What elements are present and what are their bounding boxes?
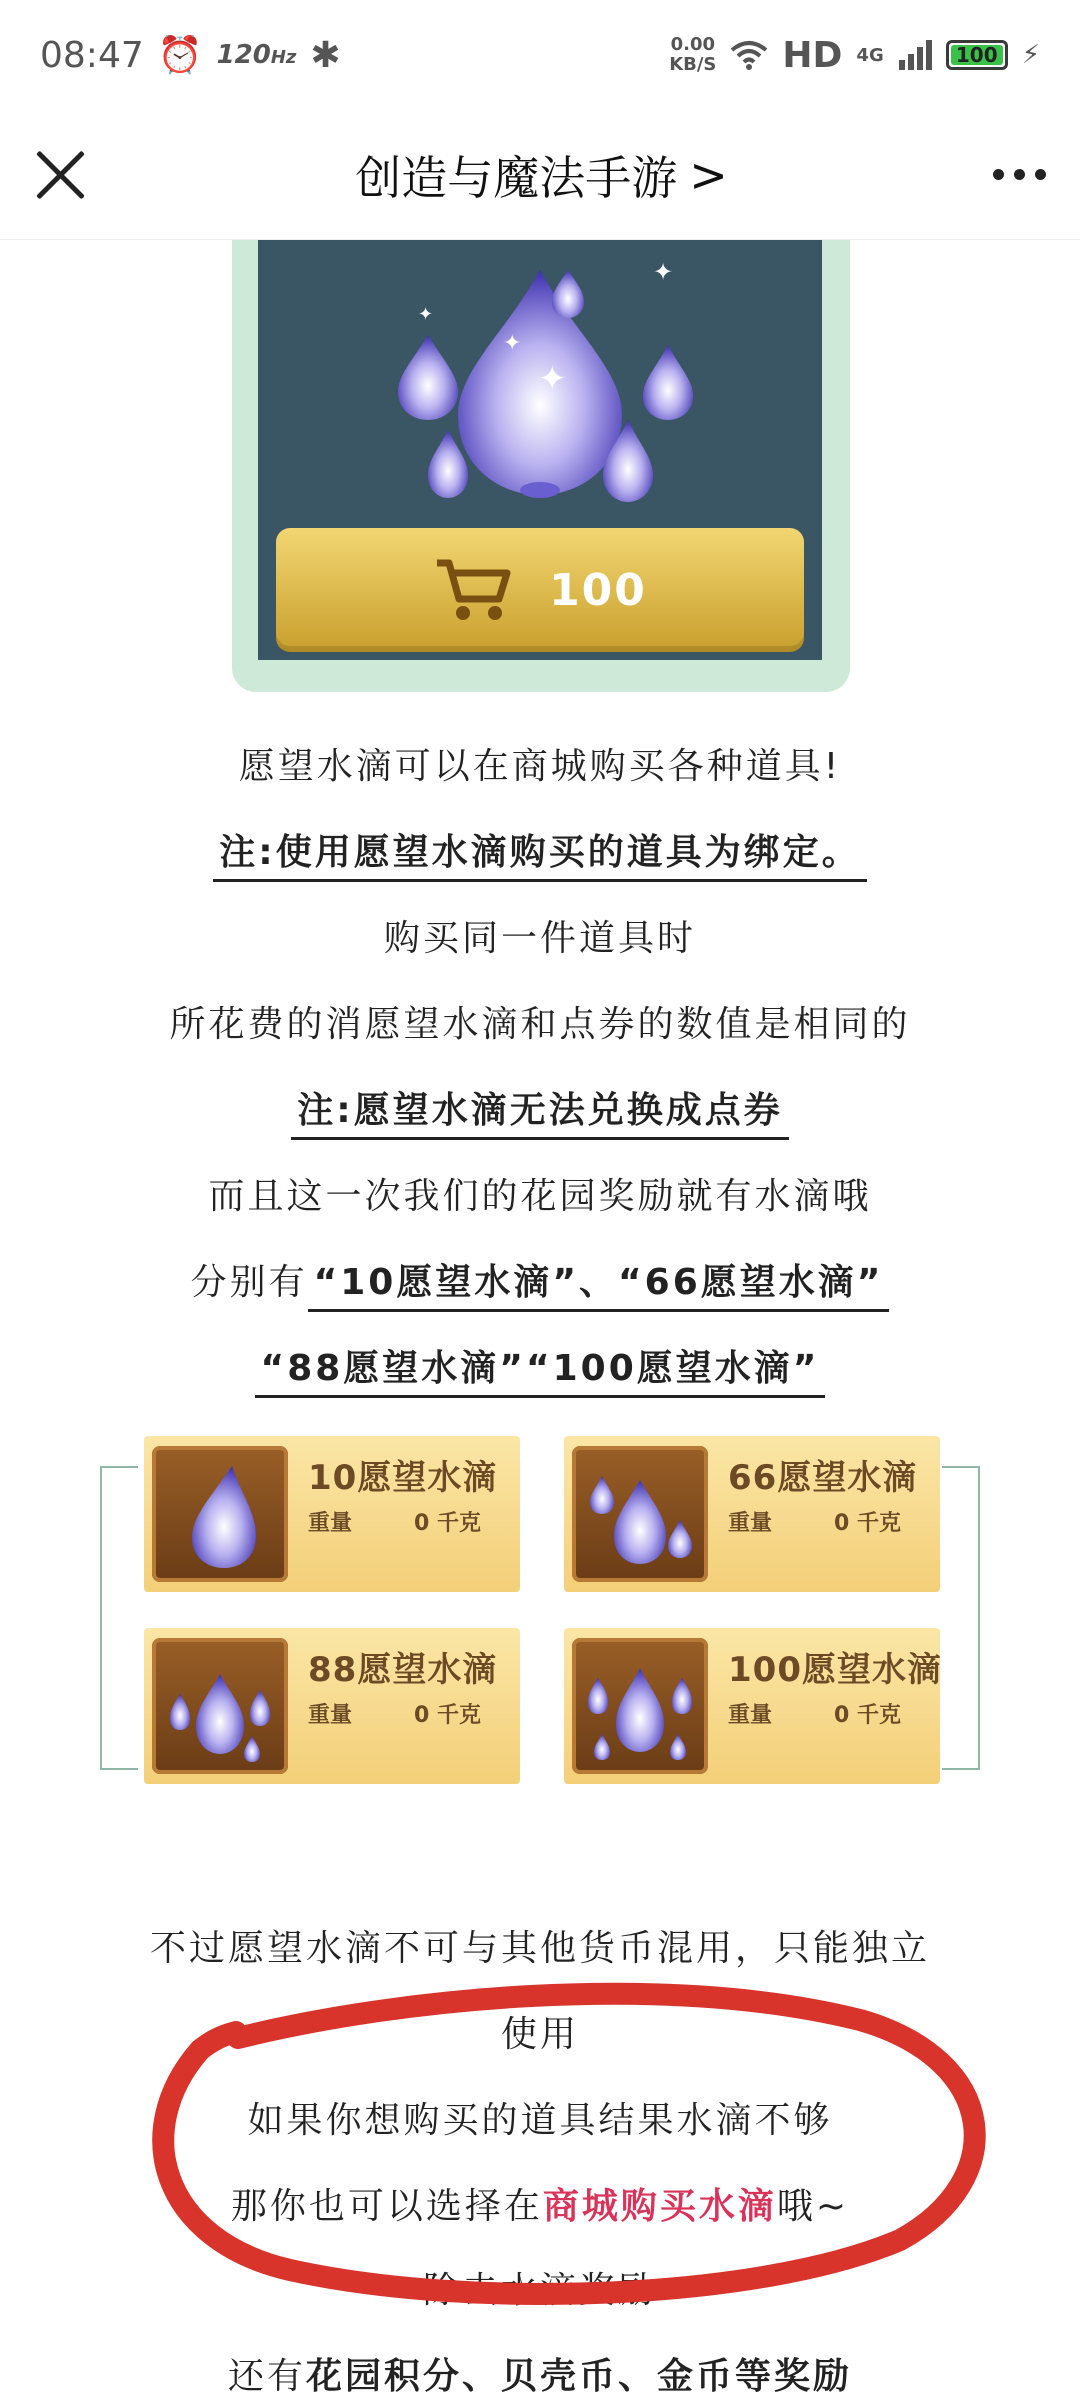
status-right [669,35,1040,76]
more-options-icon[interactable] [993,169,1046,180]
page-title: 创造与魔法手游 [355,150,678,205]
paragraph-line: 愿望水滴可以在商城购买各种道具! [238,746,842,787]
refresh-rate [217,40,297,70]
paragraph-line: 如果你想购买的道具结果水滴不够 [247,2100,833,2141]
reward-name: 100愿望水滴 [728,1650,942,1690]
weight-value: 0 千克 [834,1703,901,1728]
weight-label: 重量 [308,1511,353,1536]
paragraph-line [0,1340,1080,1398]
bold-note: “10愿望水滴”、“66愿望水滴” [308,1254,890,1312]
refresh-rate-value: 120 [216,40,271,70]
water-drop-cluster-icon [258,240,822,530]
paragraph-line [0,824,1080,882]
svg-text:✦: ✦ [538,359,567,399]
reward-name: 10愿望水滴 [308,1458,498,1498]
hero-image [258,240,822,660]
water-drop-icon [572,1638,708,1774]
bluetooth-icon: ✱ [310,34,341,76]
weight-value: 0 千克 [414,1703,481,1728]
reward-card [564,1436,940,1592]
account-title-link[interactable] [355,142,728,208]
reward-name: 88愿望水滴 [308,1650,498,1690]
bold-note: 注:愿望水滴无法兑换成点券 [291,1082,788,1140]
paragraph-line: 而且这一次我们的花园奖励就有水滴哦 [208,1176,872,1217]
network-type: 4G [856,44,884,66]
reward-cards [100,1436,980,1796]
reward-card [564,1628,940,1784]
reward-card [144,1436,520,1592]
paragraph-line [0,1082,1080,1140]
charging-icon: ⚡ [1021,40,1040,70]
weight-label: 重量 [728,1511,773,1536]
water-drop-icon [572,1446,708,1582]
paragraph-line: 购买同一件道具时 [383,918,696,959]
hero-image-frame [232,240,850,692]
annotation-circle [140,1980,1020,2310]
battery-icon [946,40,1008,70]
status-bar [0,0,1080,110]
alarm-icon: ⏰ [157,35,203,76]
text-span: 还有 [227,2356,306,2397]
price-value: 100 [549,564,647,616]
buy-button [276,528,804,652]
net-speed-unit: KB/S [669,54,717,75]
paragraph-line: 不过愿望水滴不可与其他货币混用，只能独立 [149,1928,930,1969]
paragraph-line: 除去水滴奖励 [422,2270,657,2311]
bold-note: 注:使用愿望水滴购买的道具为绑定。 [213,824,866,882]
bracket-decoration [100,1466,138,1770]
refresh-rate-unit: Hz [270,47,297,68]
text-span: 哦~ [776,2186,850,2227]
highlight-text: 商城购买水滴 [542,2186,777,2227]
bold-note: “88愿望水滴”“100愿望水滴” [255,1340,826,1398]
text-span: 那你也可以选择在 [230,2186,543,2227]
hd-label: HD [782,34,843,76]
paragraph-line: 使用 [500,2014,579,2055]
net-speed-value: 0.00 [670,34,715,55]
svg-text:✦: ✦ [503,331,522,356]
wifi-icon [730,40,768,70]
svg-text:✦: ✦ [653,258,674,286]
paragraph-line: 所花费的消愿望水滴和点券的数值是相同的 [169,1004,911,1045]
bold-text: 花园积分、贝壳币、金币等奖励 [306,2356,853,2397]
weight-label: 重量 [308,1703,353,1728]
bracket-decoration [942,1466,980,1770]
signal-icon [898,40,932,70]
water-drop-icon [152,1638,288,1774]
net-speed [669,35,716,75]
cart-icon [433,555,513,625]
reward-name: 66愿望水滴 [728,1458,918,1498]
svg-text:✦: ✦ [418,304,434,325]
paragraph-line [0,2348,1080,2399]
clock: 08:47 [40,34,144,76]
text-span: 分别有 [190,1262,308,1303]
weight-label: 重量 [728,1703,773,1728]
weight-value: 0 千克 [834,1511,901,1536]
nav-bar [0,110,1080,240]
paragraph-line [0,1254,1080,1312]
battery-level: 100 [955,43,998,67]
close-icon[interactable] [34,147,90,203]
weight-value: 0 千克 [414,1511,481,1536]
reward-card [144,1628,520,1784]
water-drop-icon [152,1446,288,1582]
chevron-right-icon: > [689,147,728,202]
status-left [40,34,341,76]
